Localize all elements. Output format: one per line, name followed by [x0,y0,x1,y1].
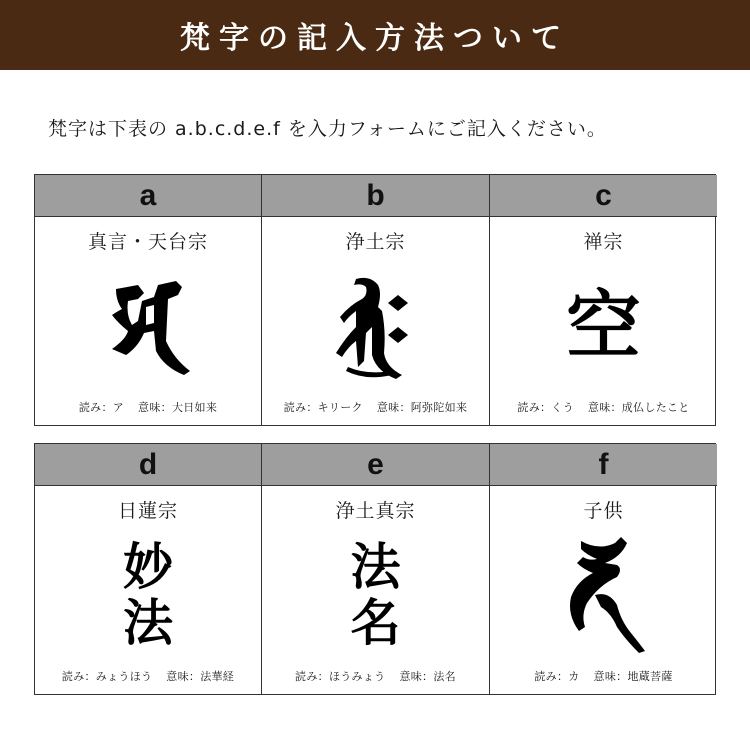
reading-a [35,399,261,425]
sect-label-b: 浄土宗 [345,231,406,253]
glyph-area-b [262,253,489,399]
reading-e [262,668,489,694]
page-title: 梵字の記入方法ついて [180,21,570,56]
glyph-area-f [490,522,717,668]
glyph-kanji-d [123,539,173,651]
option-cell-b [262,175,490,425]
glyph-area-a [35,253,261,399]
instruction-text: 梵字は下表の a.b.c.d.e.f を入力フォームにご記入ください。 [48,118,607,140]
sect-label-c: 禅宗 [583,231,624,253]
meaning-text-f: 意味：地蔵菩薩 [593,670,673,683]
sect-label-e: 浄土真宗 [335,500,416,522]
bonji-table-row-2 [34,443,716,695]
glyph-e-line1: 法 [350,537,401,596]
reading-text-d: 読み：みょうほう [61,670,153,683]
sect-label-d: 日蓮宗 [117,500,178,522]
option-cell-f [490,444,717,694]
reading-text-e: 読み：ほうみょう [295,670,386,683]
glyph-e-line2: 名 [350,593,401,652]
sect-label-a: 真言・天台宗 [87,231,208,253]
meaning-text-d: 意味：法華経 [166,670,235,683]
header-banner [0,0,750,70]
glyph-d-line1: 妙 [123,537,173,596]
meaning-text-a: 意味：大日如来 [138,401,218,414]
glyph-area-d [35,522,261,668]
reading-d [35,668,261,694]
glyph-area-c [490,253,717,399]
glyph-d-line2: 法 [123,593,173,652]
option-cell-a [35,175,262,425]
option-letter-e: e [262,444,489,486]
option-letter-b: b [262,175,489,217]
option-letter-c: c [490,175,717,217]
meaning-text-b: 意味：阿弥陀如来 [376,401,468,414]
option-letter-d: d [35,444,261,486]
reading-f [490,668,717,694]
glyph-kanji-c: 空 [566,283,641,369]
reading-text-a: 読み：ア [78,401,125,414]
meaning-text-e: 意味：法名 [399,670,456,683]
glyph-area-e [262,522,489,668]
reading-c [490,399,717,425]
option-letter-f: f [490,444,717,486]
sect-label-f: 子供 [583,500,624,522]
reading-text-b: 読み：キリーク [283,401,363,414]
reading-text-f: 読み：カ [534,670,580,683]
option-cell-e [262,444,490,694]
bonji-table-row-1 [34,174,716,426]
option-cell-d [35,444,262,694]
option-cell-c [490,175,717,425]
meaning-text-c: 意味：成仏したこと [587,401,690,414]
siddham-a-glyph-icon [98,271,198,381]
option-letter-a: a [35,175,261,217]
glyph-kanji-e [351,539,401,651]
siddham-hrih-glyph-icon [326,271,426,381]
siddham-ka-glyph-icon [559,535,649,655]
reading-b [262,399,489,425]
reading-text-c: 読み：くう [517,401,574,414]
